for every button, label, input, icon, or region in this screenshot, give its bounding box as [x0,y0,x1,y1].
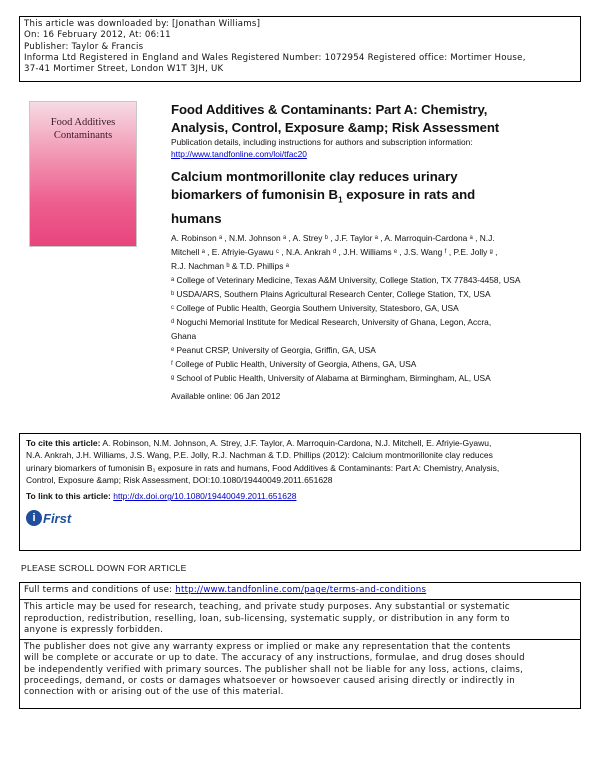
scroll-notice: PLEASE SCROLL DOWN FOR ARTICLE [21,563,187,573]
citation-text [26,437,574,486]
affiliation-a: ᵃ College of Veterinary Medicine, Texas A&M University, College Station, TX 77843-4458, USA [171,274,521,285]
cover-header-strip [33,105,133,112]
cover-title-line2: Contaminants [53,130,113,141]
affiliation-b: ᵇ USDA/ARS, Southern Plains Agricultural Research Center, College Station, TX, USA [171,288,491,299]
article-title-line3: humans [171,210,222,226]
link-to-article [26,491,574,501]
cite-line2: N.A. Ankrah, J.H. Williams, J.S. Wang, P.E. Jolly, R.J. Nachman & T.D. Phillips (2012): Calcium montmorillonite clay reduces [26,450,493,461]
disclaimer-line4: proceedings, demand, or costs or damages whatsoever or howsoever caused arising directly or indirectly in [24,676,515,687]
cite-label: To cite this article: [26,438,101,448]
terms-intro: Full terms and conditions of use: [24,585,176,595]
journal-title-line1: Food Additives & Contaminants: Part A: Chemistry, [171,102,488,117]
disclaimer-line5: connection with or arising out of the use of this material. [24,687,284,698]
disclaimer-paragraph [20,640,580,701]
download-info-box [19,16,581,82]
ifirst-logo [26,510,574,526]
disclaimer-line2: will be complete or accurate or up to date. The accuracy of any instructions, formulae, and drug doses should [24,653,525,664]
disclaimer-line1: The publisher does not give any warranty express or implied or make any representation that the contents [24,642,511,653]
authors-line3: R.J. Nachman ᵇ & T.D. Phillips ᵃ [171,260,289,271]
journal-title-line2: Analysis, Control, Exposure &amp; Risk Assessment [171,120,500,135]
link-label: To link to this article: [26,491,114,502]
journal-title [171,101,581,137]
journal-cover-image [29,101,137,247]
affiliations [171,273,581,385]
terms-line [24,585,576,596]
affiliation-d: ᵈ Noguchi Memorial Institute for Medical Research, University of Ghana, Legon, Accra, [171,316,492,327]
affiliation-e: ᵉ Peanut CRSP, University of Georgia, Griffin, GA, USA [171,344,376,355]
cite-line1: A. Robinson, N.M. Johnson, A. Strey, J.F. Taylor, A. Marroquin-Cardona, N.J. Mitchell, E. Afriyie-Gyawu, [100,438,492,448]
usage-line3: anyone is expressly forbidden. [24,624,164,635]
disclaimer-line3: be independently verified with primary sources. The publisher shall not be liable for any loss, actions, claims, [24,664,524,675]
authors-line1: A. Robinson ᵃ , N.M. Johnson ᵃ , A. Strey ᵇ , J.F. Taylor ᵃ , A. Marroquin-Cardona ᵃ , N.J. [171,232,495,243]
title-text-pre: biomarkers of fumonisin B [171,187,339,202]
cover-title-line1: Food Additives [50,117,116,128]
downloaded-by-line: This article was downloaded by: [Jonathan Williams] [24,19,261,29]
cite-line4: Control, Exposure &amp; Risk Assessment, DOI:10.1080/19440049.2011.651628 [26,474,333,485]
journal-url-link[interactable]: http://www.tandfonline.com/loi/tfac20 [171,148,307,159]
terms-link[interactable]: http://www.tandfonline.com/page/terms-and-conditions [175,585,427,595]
authors-line2: Mitchell ᵃ , E. Afriyie-Gyawu ᶜ , N.A. Ankrah ᵈ , J.H. Williams ᵉ , J.S. Wang ᶠ , P.E. Jolly ᵍ , [171,246,498,257]
publication-details: Publication details, including instructions for authors and subscription information: [171,137,473,147]
terms-box [19,582,581,709]
article-title [171,168,581,228]
article-title-line2 [171,186,581,210]
download-date-line: On: 16 February 2012, At: 06:11 [24,30,171,41]
address-line: 37-41 Mortimer Street, London W1T 3JH, UK [24,64,224,75]
authors-list [171,231,581,273]
affiliation-c: ᶜ College of Public Health, Georgia Southern University, Statesboro, GA, USA [171,302,459,313]
registration-line: Informa Ltd Registered in England and Wales Registered Number: 1072954 Registered office: Mortimer House, [24,52,526,63]
ifirst-text: First [43,510,72,526]
available-online: Available online: 06 Jan 2012 [171,390,281,401]
affiliation-d-cont: Ghana [171,330,197,341]
doi-link[interactable]: http://dx.doi.org/10.1080/19440049.2011.651628 [113,491,297,502]
citation-box [19,433,581,551]
ifirst-icon: i [26,510,42,526]
affiliation-g: ᵍ School of Public Health, University of Alabama at Birmingham, Birmingham, AL, USA [171,372,491,383]
article-info [171,101,581,401]
usage-line2: reproduction, redistribution, reselling, loan, sub-licensing, systematic supply, or distribution in any form to [24,613,510,624]
publisher-line: Publisher: Taylor & Francis [24,41,144,52]
usage-line1: This article may be used for research, teaching, and private study purposes. Any substantial or systematic [24,602,510,613]
affiliation-f: ᶠ College of Public Health, University of Georgia, Athens, GA, USA [171,358,417,369]
cite-line3: urinary biomarkers of fumonisin B₁ exposure in rats and humans, Food Additives & Contaminants: Part A: Chemistry, Analysis, [26,462,500,473]
title-subscript: 1 [338,195,343,205]
usage-paragraph [20,600,580,640]
article-title-line1: Calcium montmorillonite clay reduces urinary [171,169,458,184]
title-text-post: exposure in rats and [342,187,476,202]
terms-link-section [20,583,580,600]
